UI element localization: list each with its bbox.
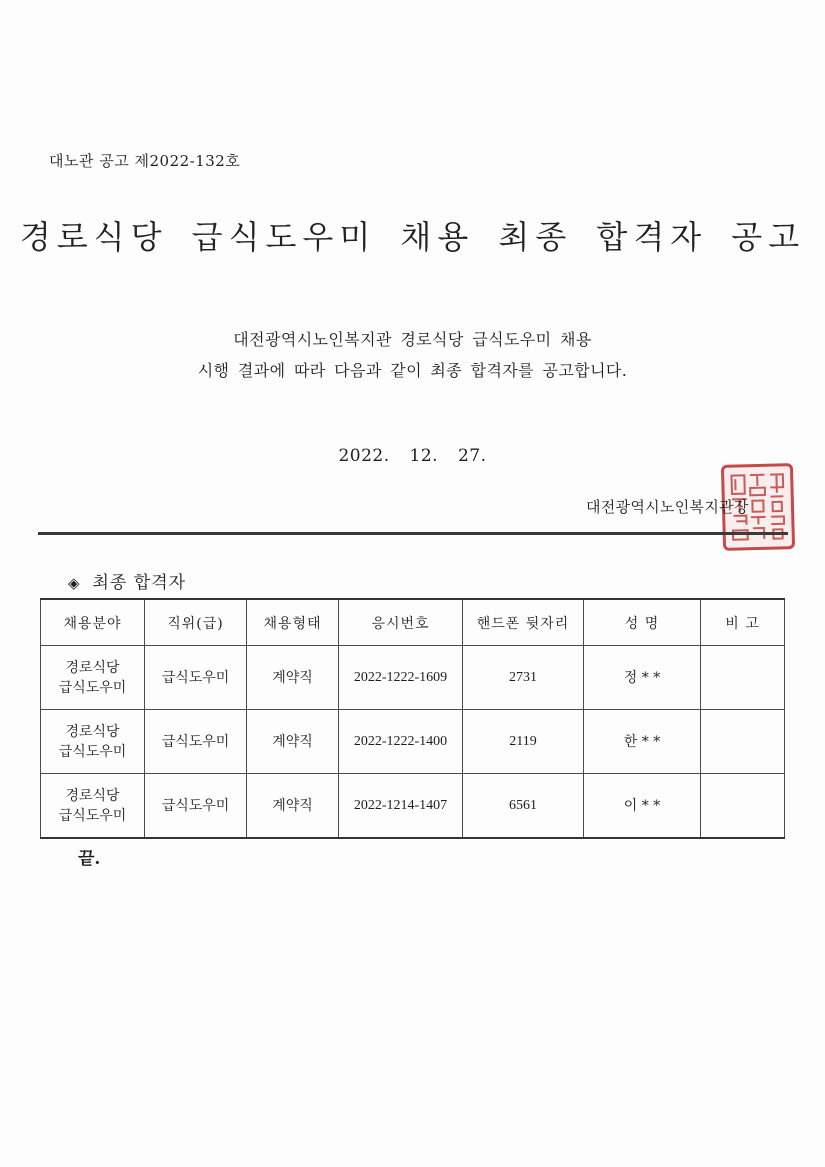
end-mark: 끝. [78,849,101,869]
header-note: 비 고 [701,599,785,646]
cell-phone: 6561 [463,774,584,839]
document-title: 경로식당 급식도우미 채용 최종 합격자 공고 [19,218,806,256]
cell-field-line2: 급식도우미 [58,679,127,696]
divider-line [38,532,788,535]
cell-field-line2: 급식도우미 [58,743,127,760]
cell-field [41,774,145,839]
intro-paragraph [0,324,825,386]
intro-line-1: 대전광역시노인복지관 경로식당 급식도우미 채용 [233,330,592,349]
cell-name: 한 * * [584,710,701,774]
table-row [41,646,785,710]
header-phone: 핸드폰 뒷자리 [463,599,584,646]
cell-phone: 2731 [463,646,584,710]
intro-line-2: 시행 결과에 따라 다음과 같이 최종 합격자를 공고합니다. [197,361,628,380]
cell-note [701,710,785,774]
section-heading [68,568,186,593]
cell-exam-no: 2022-1222-1400 [339,710,463,774]
header-position: 직위(급) [145,599,247,646]
header-name: 성 명 [584,599,701,646]
diamond-bullet-icon: ◈ [68,574,81,592]
issuer-name: 대전광역시노인복지관장 [586,498,749,516]
cell-field-line2: 급식도우미 [58,807,127,824]
cell-type: 계약직 [247,774,339,839]
cell-type: 계약직 [247,710,339,774]
header-type: 채용형태 [247,599,339,646]
cell-position: 급식도우미 [145,774,247,839]
table-header-row [41,599,785,646]
cell-field-line1: 경로식당 [65,723,120,740]
notice-number: 대노관 공고 제2022-132호 [49,152,241,170]
cell-note [701,774,785,839]
cell-type: 계약직 [247,646,339,710]
cell-field [41,710,145,774]
cell-name: 정 * * [584,646,701,710]
header-field: 채용분야 [41,599,145,646]
table-row [41,710,785,774]
section-heading-text: 최종 합격자 [92,573,187,593]
header-exam-no: 응시번호 [339,599,463,646]
cell-exam-no: 2022-1222-1609 [339,646,463,710]
cell-phone: 2119 [463,710,584,774]
cell-field-line1: 경로식당 [65,787,120,804]
cell-note [701,646,785,710]
issue-date: 2022. 12. 27. [338,446,487,466]
cell-field-line1: 경로식당 [65,659,120,676]
results-table [40,598,785,839]
cell-position: 급식도우미 [145,646,247,710]
cell-name: 이 * * [584,774,701,839]
cell-exam-no: 2022-1214-1407 [339,774,463,839]
cell-field [41,646,145,710]
cell-position: 급식도우미 [145,710,247,774]
table-row [41,774,785,839]
